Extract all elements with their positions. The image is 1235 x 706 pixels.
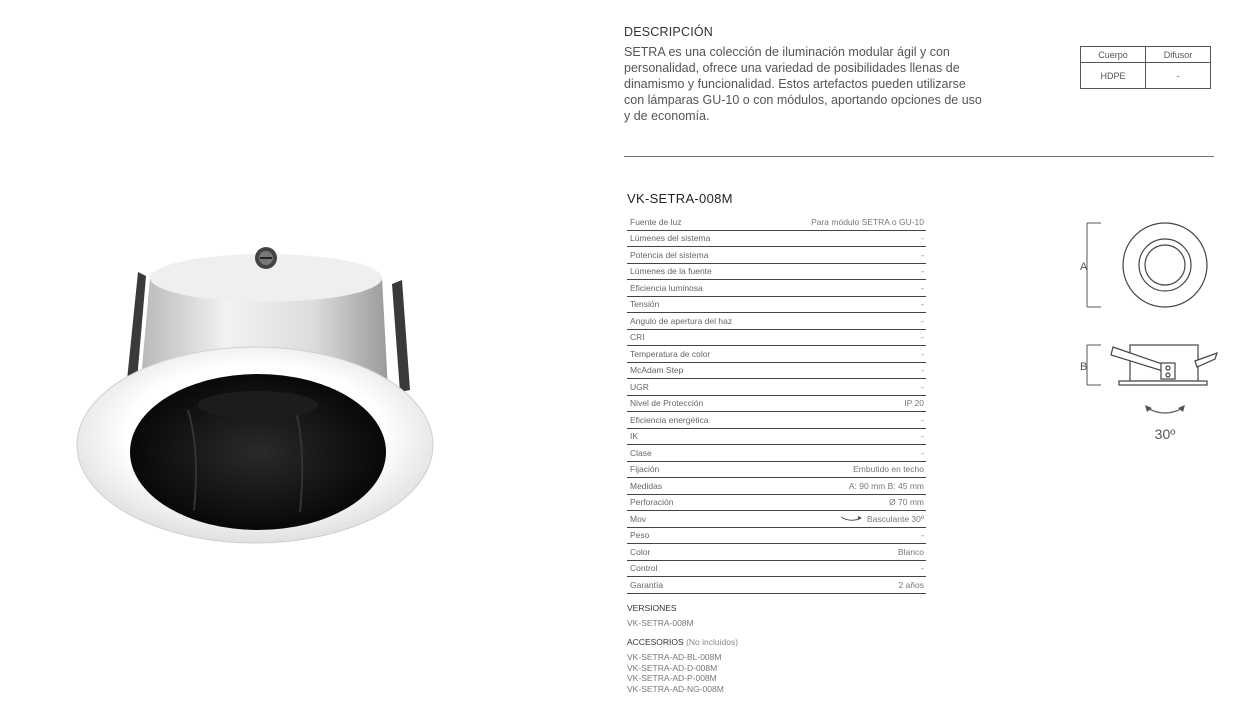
spec-value-group <box>853 464 924 474</box>
materials-header-body: Cuerpo <box>1081 47 1146 63</box>
spec-row <box>627 495 926 512</box>
spec-label: Clase <box>630 447 652 458</box>
spec-value: - <box>921 447 924 458</box>
description-title: DESCRIPCIÓN <box>624 25 714 39</box>
dimension-b-label: B <box>1080 361 1088 373</box>
materials-value-diffuser: - <box>1146 63 1211 89</box>
spec-label: IK <box>630 431 639 442</box>
accessories-title: ACCESORIOS <box>627 637 684 647</box>
spec-value-group <box>921 382 924 392</box>
accessories-note: (No incluidos) <box>686 637 739 647</box>
spec-value: Para módulo SETRA o GU-10 <box>811 216 924 227</box>
spec-value: - <box>921 249 924 260</box>
tilt-arrowhead-right <box>1178 405 1185 412</box>
spec-label: Eficiencia energética <box>630 414 709 425</box>
materials-value-body: HDPE <box>1081 63 1146 89</box>
spec-row <box>627 577 926 594</box>
accessory-item: VK-SETRA-AD-D-008M <box>627 662 718 673</box>
spec-value: - <box>921 563 924 574</box>
spec-label: Nivel de Protección <box>630 398 704 409</box>
spec-value-group <box>904 398 924 408</box>
spec-row <box>627 561 926 578</box>
spec-value-group <box>839 514 924 524</box>
spec-value-group <box>921 415 924 425</box>
spec-value-group <box>921 332 924 342</box>
spec-value-group <box>849 481 924 491</box>
model-title: VK-SETRA-008M <box>627 191 733 206</box>
spec-value: - <box>921 348 924 359</box>
spec-value: - <box>921 299 924 310</box>
tilt-arrowhead-left <box>1145 405 1152 412</box>
spec-value-group <box>921 299 924 309</box>
spec-label: Perforación <box>630 497 674 508</box>
versions-title: VERSIONES <box>627 603 677 613</box>
spec-value-group <box>921 266 924 276</box>
spec-value-group <box>921 431 924 441</box>
spec-label: Garantía <box>630 579 664 590</box>
spec-row <box>627 511 926 528</box>
spec-label: UGR <box>630 381 649 392</box>
spec-row <box>627 544 926 561</box>
dimension-a-label: A <box>1080 261 1088 273</box>
spec-value-group <box>921 283 924 293</box>
spec-label: Lúmenes de la fuente <box>630 266 712 277</box>
accessory-item: VK-SETRA-AD-P-008M <box>627 673 717 683</box>
spec-row <box>627 280 926 297</box>
accessories-heading <box>627 637 738 647</box>
spec-row <box>627 363 926 380</box>
spec-row <box>627 346 926 363</box>
spec-value-group <box>921 349 924 359</box>
spec-value-group <box>898 580 924 590</box>
spec-value-group <box>921 316 924 326</box>
spec-row <box>627 231 926 248</box>
description-text: SETRA es una colección de iluminación modular ágil y con personalidad, ofrece una variedad de posibilidades llenas de dinamismo y funcionalidad. Estos artefactos pueden utilizarse con lámparas GU-10 o con módulos, aportando opciones de uso y de economía. <box>624 45 982 123</box>
spec-value: - <box>921 381 924 392</box>
dimension-a-marker <box>1087 223 1101 307</box>
spec-value: Basculante 30º <box>867 513 924 524</box>
accessory-item: VK-SETRA-AD-BL-008M <box>627 652 722 662</box>
spec-row <box>627 297 926 314</box>
version-item: VK-SETRA-008M <box>627 618 694 628</box>
spec-row <box>627 396 926 413</box>
spec-value-group <box>889 497 924 507</box>
spec-label: Lúmenes del sistema <box>630 233 711 244</box>
spec-value: - <box>921 332 924 343</box>
accessories-list <box>627 652 724 694</box>
side-view-drawing <box>1111 345 1217 385</box>
spec-value-group <box>921 563 924 573</box>
spec-label: Eficiencia luminosa <box>630 282 703 293</box>
spec-value: - <box>921 414 924 425</box>
spec-value: - <box>921 233 924 244</box>
spec-row <box>627 429 926 446</box>
spec-label: Control <box>630 563 658 574</box>
spec-label: Tensión <box>630 299 660 310</box>
spec-value: Embutido en techo <box>853 464 924 475</box>
spec-row <box>627 528 926 545</box>
tilt-arrow-icon <box>1147 408 1183 413</box>
dimension-b-marker <box>1087 345 1101 385</box>
spec-row <box>627 412 926 429</box>
spec-table <box>627 214 926 594</box>
spec-row <box>627 478 926 495</box>
spec-row <box>627 445 926 462</box>
spec-row <box>627 330 926 347</box>
spec-value: - <box>921 282 924 293</box>
spec-label: Angulo de apertura del haz <box>630 315 733 326</box>
spec-value: - <box>921 315 924 326</box>
spec-label: Color <box>630 546 651 557</box>
spec-value: 2 años <box>898 579 924 590</box>
spec-value: - <box>921 530 924 541</box>
spec-value: IP 20 <box>904 398 924 409</box>
accessory-item: VK-SETRA-AD-NG-008M <box>627 683 724 694</box>
spec-row <box>627 379 926 396</box>
spec-value: Ø 70 mm <box>889 497 924 508</box>
spec-row <box>627 247 926 264</box>
spec-value: - <box>921 431 924 442</box>
spec-label: Peso <box>630 530 650 541</box>
spec-label: Fuente de luz <box>630 216 682 227</box>
spec-label: Temperatura de color <box>630 348 711 359</box>
spec-row <box>627 313 926 330</box>
spec-value: Blanco <box>898 546 924 557</box>
spec-value-group <box>921 250 924 260</box>
spec-label: McAdam Step <box>630 365 684 376</box>
tilt-arrow-icon <box>839 515 863 523</box>
spec-value: - <box>921 266 924 277</box>
spec-label: Medidas <box>630 480 663 491</box>
spec-value-group <box>921 233 924 243</box>
top-view-drawing <box>1123 223 1207 307</box>
spec-value: - <box>921 365 924 376</box>
spec-value: A: 90 mm B: 45 mm <box>848 480 924 491</box>
section-divider <box>624 156 1214 157</box>
spec-value-group <box>898 547 924 557</box>
materials-table <box>1080 46 1211 89</box>
spec-label: Fijación <box>630 464 660 475</box>
spec-label: CRI <box>630 332 645 343</box>
spec-value-group <box>921 530 924 540</box>
spec-row <box>627 462 926 479</box>
spec-value-group <box>921 365 924 375</box>
spec-label: Mov <box>630 513 647 524</box>
technical-drawing <box>1075 215 1225 450</box>
tilt-angle-label: 30º <box>1154 426 1176 442</box>
materials-header-diffuser: Difusor <box>1146 47 1211 63</box>
spec-value-group <box>921 448 924 458</box>
spec-value-group <box>811 217 924 227</box>
product-photo <box>70 240 440 550</box>
spec-label: Potencia del sistema <box>630 249 709 260</box>
spec-row <box>627 264 926 281</box>
spec-row <box>627 214 926 231</box>
